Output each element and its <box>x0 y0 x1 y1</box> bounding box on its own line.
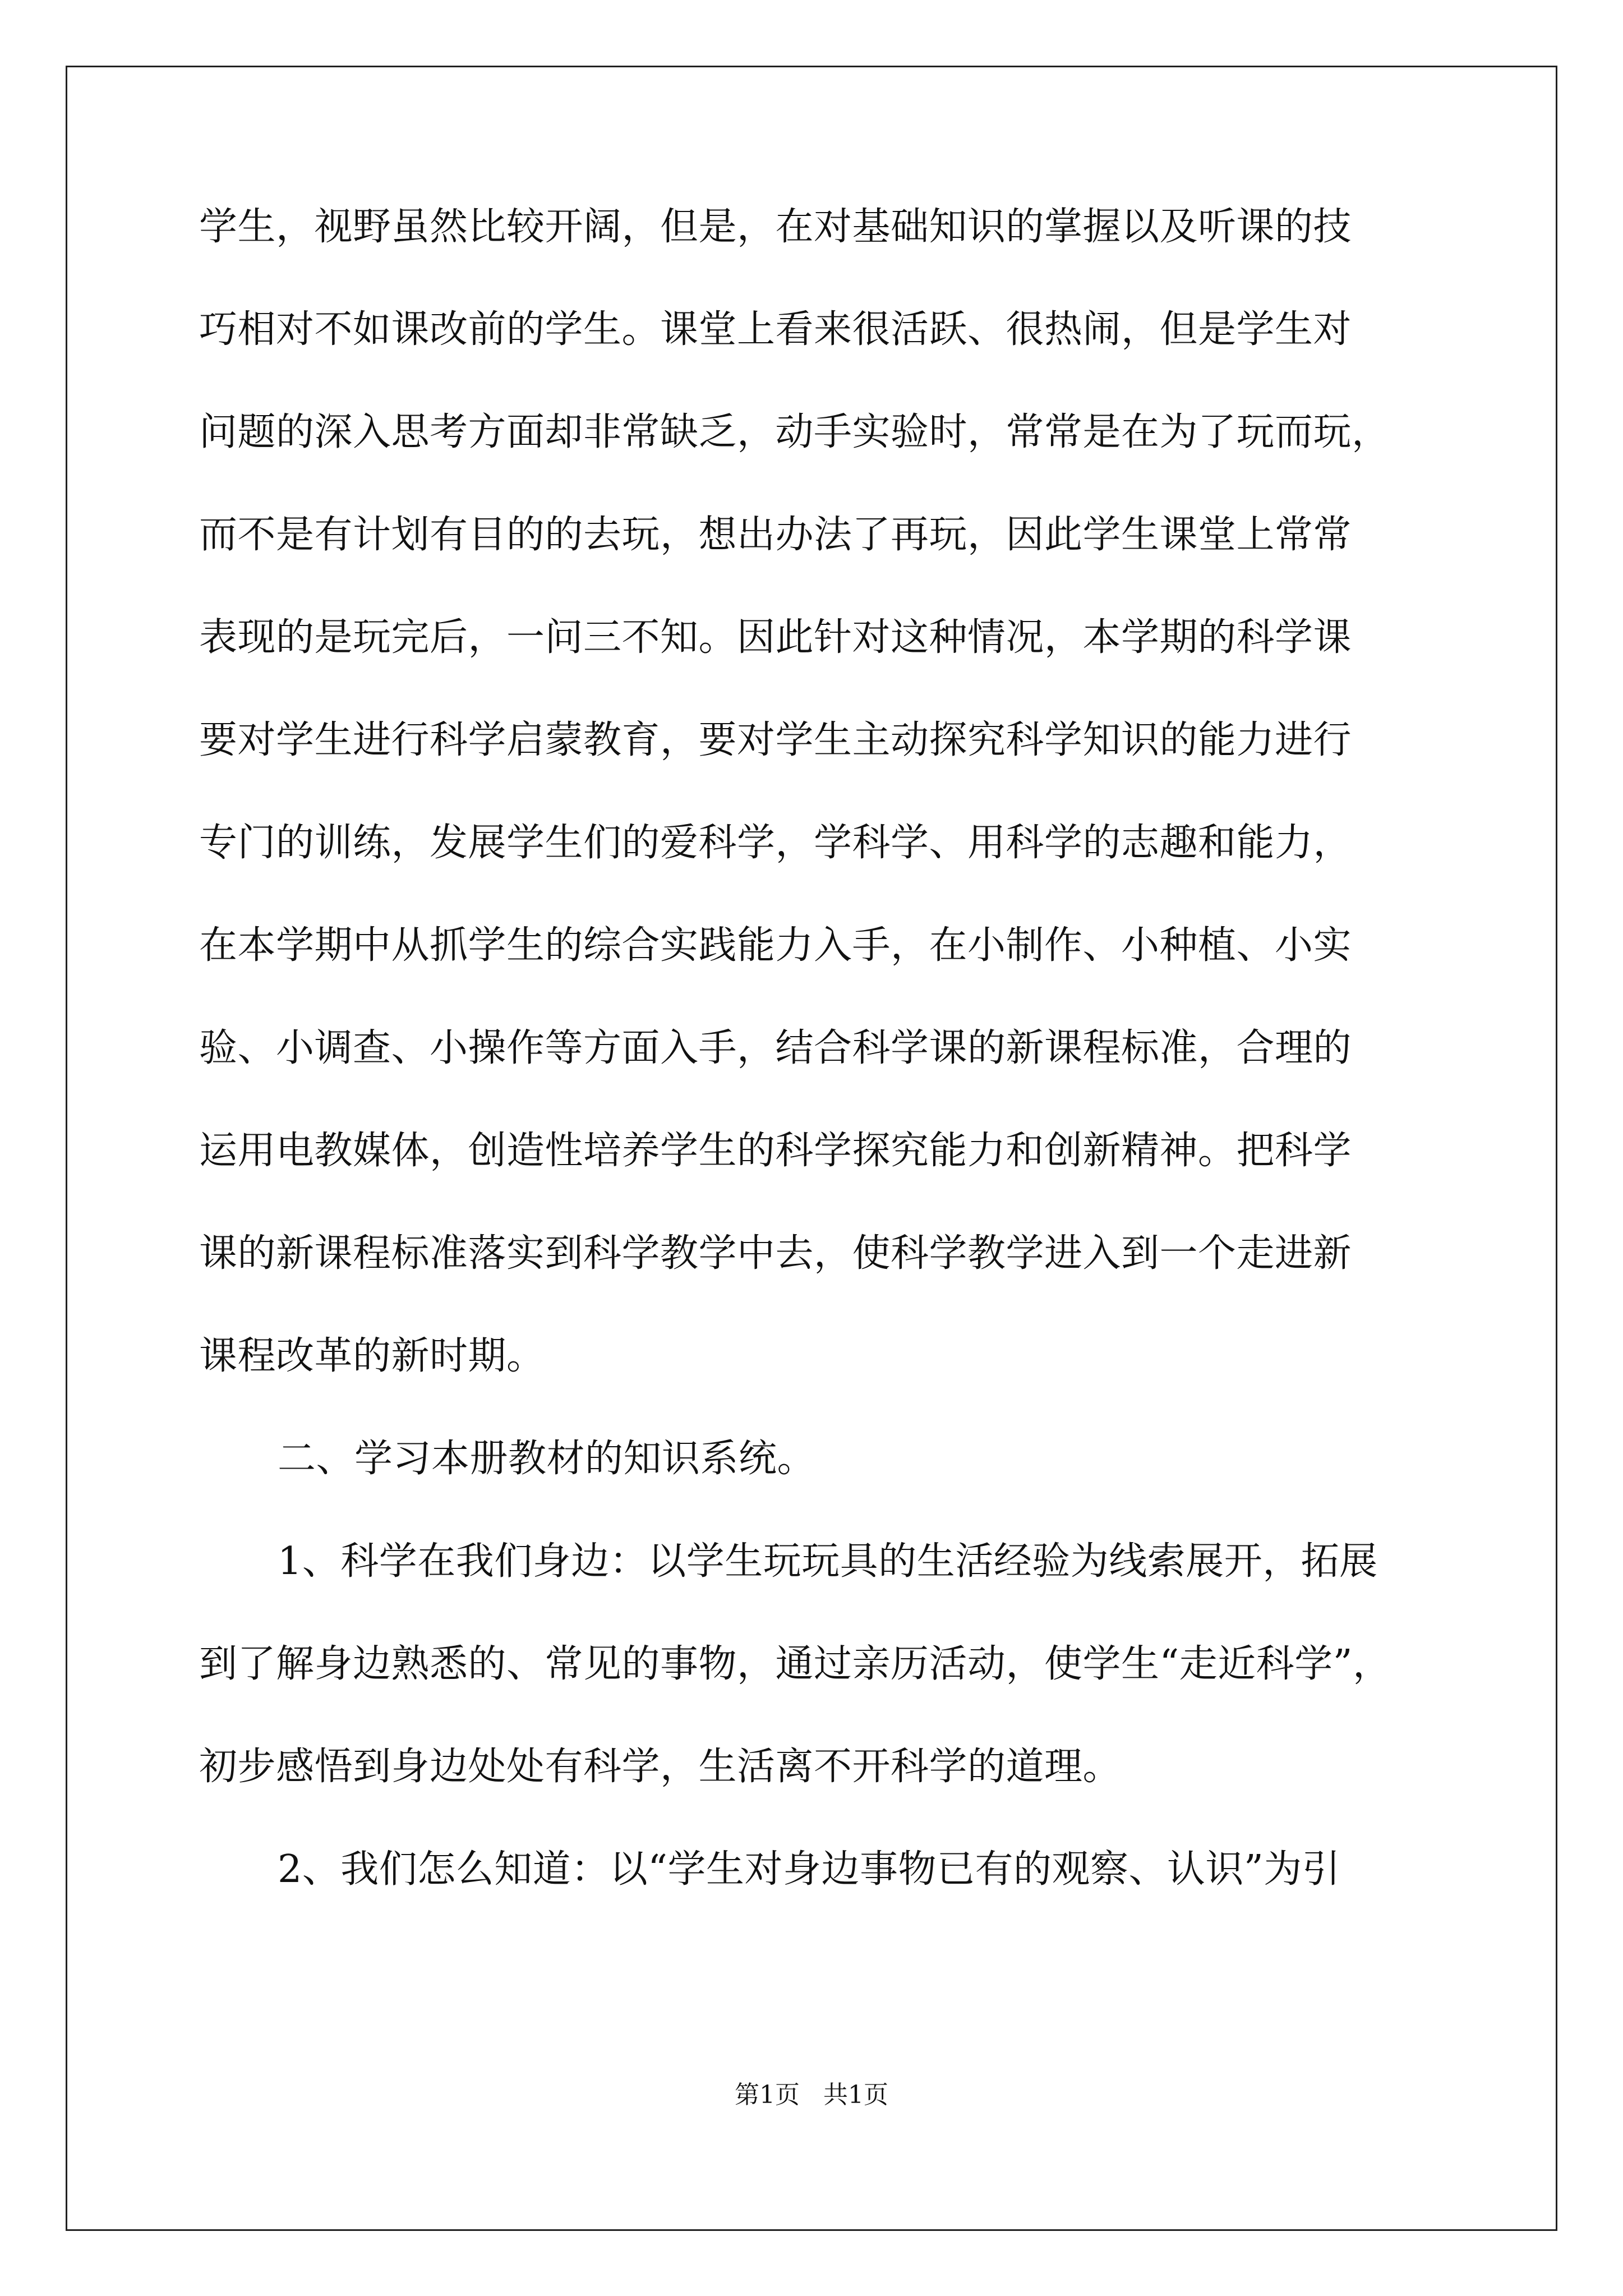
page-footer: 第1页 共1页 <box>735 2081 888 2109</box>
text-line-8: 在本学期中从抓学生的综合实践能力入手，在小制作、小种植、小实 <box>199 923 1352 968</box>
text-line-2: 巧相对不如课改前的学生。课堂上看来很活跃、很热闹，但是学生对 <box>199 307 1352 352</box>
text-line-11: 课的新课程标准落实到科学教学中去，使科学教学进入到一个走进新 <box>199 1231 1352 1276</box>
text-line-12: 课程改革的新时期。 <box>199 1334 545 1378</box>
text-line-9: 验、小调查、小操作等方面入手，结合科学课的新课程标准，合理的 <box>199 1026 1352 1070</box>
section-heading: 二、学习本册教材的知识系统。 <box>278 1437 816 1481</box>
text-line-4: 而不是有计划有目的的去玩，想出办法了再玩，因此学生课堂上常常 <box>199 513 1352 557</box>
text-line-5: 表现的是玩完后，一问三不知。因此针对这种情况，本学期的科学课 <box>199 615 1352 660</box>
text-line-17: 2、我们怎么知道：以“学生对身边事物已有的观察、认识”为引 <box>278 1847 1341 1892</box>
text-line-15: 到了解身边熟悉的、常见的事物，通过亲历活动，使学生“走近科学”， <box>199 1642 1391 1686</box>
text-line-1: 学生，视野虽然比较开阔，但是，在对基础知识的掌握以及听课的技 <box>199 205 1352 249</box>
text-line-16: 初步感悟到身边处处有科学，生活离不开科学的道理。 <box>199 1745 1122 1789</box>
text-line-7: 专门的训练，发展学生们的爱科学，学科学、用科学的志趣和能力， <box>199 821 1352 865</box>
text-line-14: 1、科学在我们身边：以学生玩玩具的生活经验为线索展开，拓展 <box>278 1539 1378 1584</box>
text-line-3: 问题的深入思考方面却非常缺乏，动手实验时，常常是在为了玩而玩， <box>199 410 1390 454</box>
text-line-10: 运用电教媒体，创造性培养学生的科学探究能力和创新精神。把科学 <box>199 1129 1352 1173</box>
text-line-6: 要对学生进行科学启蒙教育，要对学生主动探究科学知识的能力进行 <box>199 718 1352 762</box>
